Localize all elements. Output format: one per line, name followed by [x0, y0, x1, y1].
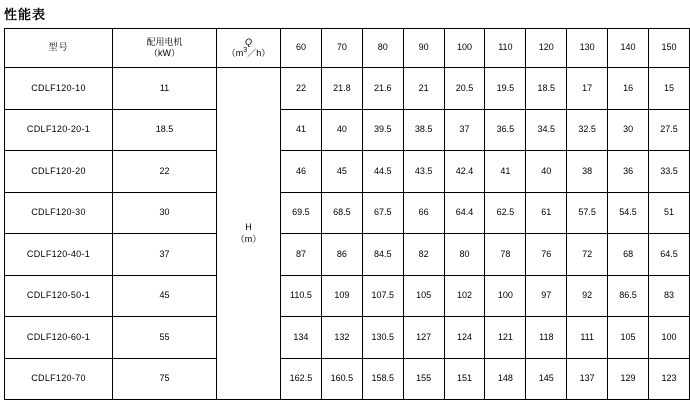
- cell-value: 137: [567, 358, 608, 400]
- cell-value: 18.5: [526, 68, 567, 110]
- cell-head-label: [217, 68, 281, 400]
- cell-value: 78: [485, 234, 526, 276]
- cell-value: 43.5: [403, 151, 444, 193]
- cell-value: 105: [403, 275, 444, 317]
- cell-value: 132: [321, 317, 362, 359]
- header-flow-100: 100: [444, 29, 485, 68]
- header-motor-line1: 配用电机: [146, 36, 183, 47]
- cell-value: 45: [321, 151, 362, 193]
- cell-value: 121: [485, 317, 526, 359]
- cell-value: 134: [281, 317, 322, 359]
- cell-value: 27.5: [649, 109, 690, 151]
- cell-value: 21.8: [321, 68, 362, 110]
- cell-value: 92: [567, 275, 608, 317]
- cell-value: 110.5: [281, 275, 322, 317]
- cell-value: 64.5: [649, 234, 690, 276]
- cell-value: 42.4: [444, 151, 485, 193]
- cell-value: 32.5: [567, 109, 608, 151]
- head-symbol: H: [245, 222, 252, 233]
- cell-motor: 37: [113, 234, 217, 276]
- cell-model: CDLF120-30: [5, 192, 113, 234]
- header-flow-unit: [217, 48, 280, 59]
- header-flow-120: 120: [526, 29, 567, 68]
- cell-value: 80: [444, 234, 485, 276]
- cell-value: 72: [567, 234, 608, 276]
- table-row: [5, 68, 690, 110]
- performance-table-container: [4, 28, 678, 400]
- cell-value: 162.5: [281, 358, 322, 400]
- cell-value: 33.5: [649, 151, 690, 193]
- cell-value: 16: [608, 68, 649, 110]
- cell-value: 40: [526, 151, 567, 193]
- cell-motor: 45: [113, 275, 217, 317]
- page-title: 性能表: [4, 7, 47, 22]
- header-flow-130: 130: [567, 29, 608, 68]
- header-flow-rate: [217, 29, 281, 68]
- header-flow-70: 70: [321, 29, 362, 68]
- cell-value: 21: [403, 68, 444, 110]
- table-row: [5, 275, 690, 317]
- cell-model: CDLF120-40-1: [5, 234, 113, 276]
- header-model: 型号: [5, 29, 113, 68]
- header-motor-power: [113, 29, 217, 68]
- header-flow-90: 90: [403, 29, 444, 68]
- cell-value: 148: [485, 358, 526, 400]
- header-flow-110: 110: [485, 29, 526, 68]
- cell-value: 102: [444, 275, 485, 317]
- cell-value: 130.5: [362, 317, 403, 359]
- cell-value: 118: [526, 317, 567, 359]
- cell-value: 100: [649, 317, 690, 359]
- cell-motor: 30: [113, 192, 217, 234]
- table-header-row: [5, 29, 690, 68]
- performance-table: [4, 28, 690, 400]
- cell-value: 44.5: [362, 151, 403, 193]
- table-row: [5, 109, 690, 151]
- cell-value: 19.5: [485, 68, 526, 110]
- cell-value: 111: [567, 317, 608, 359]
- cell-value: 123: [649, 358, 690, 400]
- cell-model: CDLF120-50-1: [5, 275, 113, 317]
- cell-value: 30: [608, 109, 649, 151]
- cell-value: 127: [403, 317, 444, 359]
- cell-value: 84.5: [362, 234, 403, 276]
- table-row: [5, 192, 690, 234]
- table-row: [5, 317, 690, 359]
- cell-value: 100: [485, 275, 526, 317]
- cell-model: CDLF120-20: [5, 151, 113, 193]
- cell-motor: 22: [113, 151, 217, 193]
- cell-value: 54.5: [608, 192, 649, 234]
- header-motor-line2: （kW）: [149, 48, 180, 58]
- table-row: [5, 151, 690, 193]
- header-flow-unit-suffix: ／h）: [247, 48, 271, 58]
- cell-value: 76: [526, 234, 567, 276]
- header-flow-unit-exponent: 3: [243, 47, 248, 54]
- cell-model: CDLF120-10: [5, 68, 113, 110]
- cell-value: 51: [649, 192, 690, 234]
- cell-value: 38: [567, 151, 608, 193]
- cell-value: 160.5: [321, 358, 362, 400]
- cell-value: 66: [403, 192, 444, 234]
- cell-value: 68: [608, 234, 649, 276]
- header-flow-unit-prefix: （m: [226, 48, 244, 58]
- cell-value: 151: [444, 358, 485, 400]
- cell-value: 97: [526, 275, 567, 317]
- header-flow-150: 150: [649, 29, 690, 68]
- head-unit: （m）: [235, 233, 262, 244]
- cell-value: 40: [321, 109, 362, 151]
- table-row: [5, 358, 690, 400]
- cell-motor: 11: [113, 68, 217, 110]
- cell-value: 17: [567, 68, 608, 110]
- cell-value: 105: [608, 317, 649, 359]
- cell-value: 86: [321, 234, 362, 276]
- cell-value: 39.5: [362, 109, 403, 151]
- cell-value: 109: [321, 275, 362, 317]
- cell-value: 129: [608, 358, 649, 400]
- cell-value: 61: [526, 192, 567, 234]
- header-flow-60: 60: [281, 29, 322, 68]
- cell-value: 158.5: [362, 358, 403, 400]
- cell-value: 36: [608, 151, 649, 193]
- cell-value: 64.4: [444, 192, 485, 234]
- cell-value: 37: [444, 109, 485, 151]
- header-flow-80: 80: [362, 29, 403, 68]
- cell-value: 41: [485, 151, 526, 193]
- cell-value: 62.5: [485, 192, 526, 234]
- cell-value: 20.5: [444, 68, 485, 110]
- cell-value: 34.5: [526, 109, 567, 151]
- cell-value: 41: [281, 109, 322, 151]
- cell-motor: 18.5: [113, 109, 217, 151]
- cell-model: CDLF120-70: [5, 358, 113, 400]
- cell-value: 22: [281, 68, 322, 110]
- cell-motor: 55: [113, 317, 217, 359]
- cell-value: 21.6: [362, 68, 403, 110]
- cell-value: 86.5: [608, 275, 649, 317]
- cell-motor: 75: [113, 358, 217, 400]
- header-flow-symbol: Q: [244, 36, 252, 47]
- table-body: [5, 68, 690, 400]
- cell-value: 107.5: [362, 275, 403, 317]
- cell-model: CDLF120-20-1: [5, 109, 113, 151]
- header-flow-140: 140: [608, 29, 649, 68]
- cell-value: 82: [403, 234, 444, 276]
- cell-value: 67.5: [362, 192, 403, 234]
- cell-value: 145: [526, 358, 567, 400]
- cell-model: CDLF120-60-1: [5, 317, 113, 359]
- cell-value: 87: [281, 234, 322, 276]
- cell-value: 68.5: [321, 192, 362, 234]
- table-row: [5, 234, 690, 276]
- cell-value: 57.5: [567, 192, 608, 234]
- cell-value: 46: [281, 151, 322, 193]
- cell-value: 36.5: [485, 109, 526, 151]
- cell-value: 15: [649, 68, 690, 110]
- table-header: [5, 29, 690, 68]
- cell-value: 38.5: [403, 109, 444, 151]
- cell-value: 155: [403, 358, 444, 400]
- cell-value: 83: [649, 275, 690, 317]
- cell-value: 124: [444, 317, 485, 359]
- cell-value: 69.5: [281, 192, 322, 234]
